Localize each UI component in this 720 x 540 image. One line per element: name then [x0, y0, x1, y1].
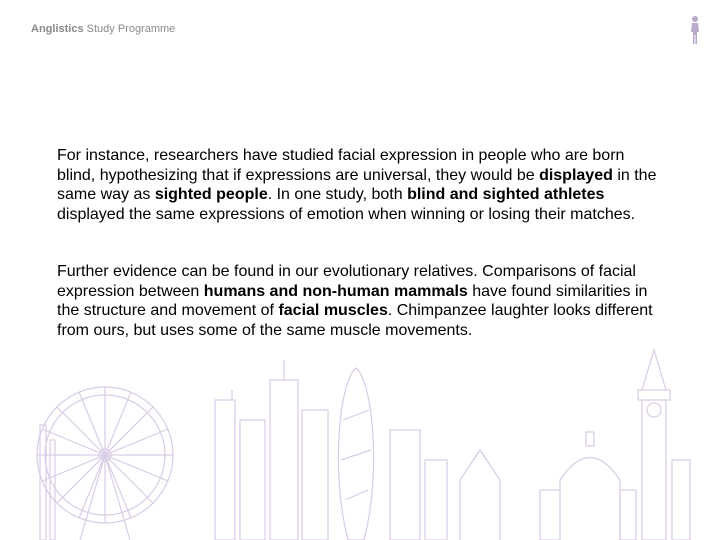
text-segment: . Chimpanzee laughter looks different from ours, but uses some of the same muscle movements. — [57, 302, 653, 339]
person-silhouette-icon — [688, 15, 702, 45]
header-subtitle: Study Programme — [86, 23, 176, 35]
text-segment: in the same way as — [57, 166, 657, 203]
text-segment: have found similarities in the structure and movement of — [57, 282, 648, 319]
bold-phrase: sighted people — [154, 186, 268, 203]
bold-phrase: displayed — [539, 166, 613, 184]
bold-phrase: blind and sighted athletes — [407, 186, 605, 203]
body-text — [57, 146, 667, 378]
paragraph-1 — [57, 146, 667, 224]
text-segment: . In one study, both — [267, 186, 408, 203]
brand-name: Anglistics — [31, 23, 84, 35]
bold-phrase: facial muscles — [278, 302, 388, 319]
header — [31, 23, 175, 35]
paragraph-2 — [57, 262, 667, 340]
text-segment: For instance, researchers have studied facial expression in people who are born blind, hypothesizing that if expressions are universal, they would be — [57, 147, 625, 184]
bold-phrase: humans and non-human mammals — [203, 282, 468, 300]
text-segment: Further evidence can be found in our evolutionary relatives. Comparisons of facial expression between — [57, 263, 636, 300]
text-segment: displayed the same expressions of emotion when winning or losing their matches. — [57, 205, 636, 223]
